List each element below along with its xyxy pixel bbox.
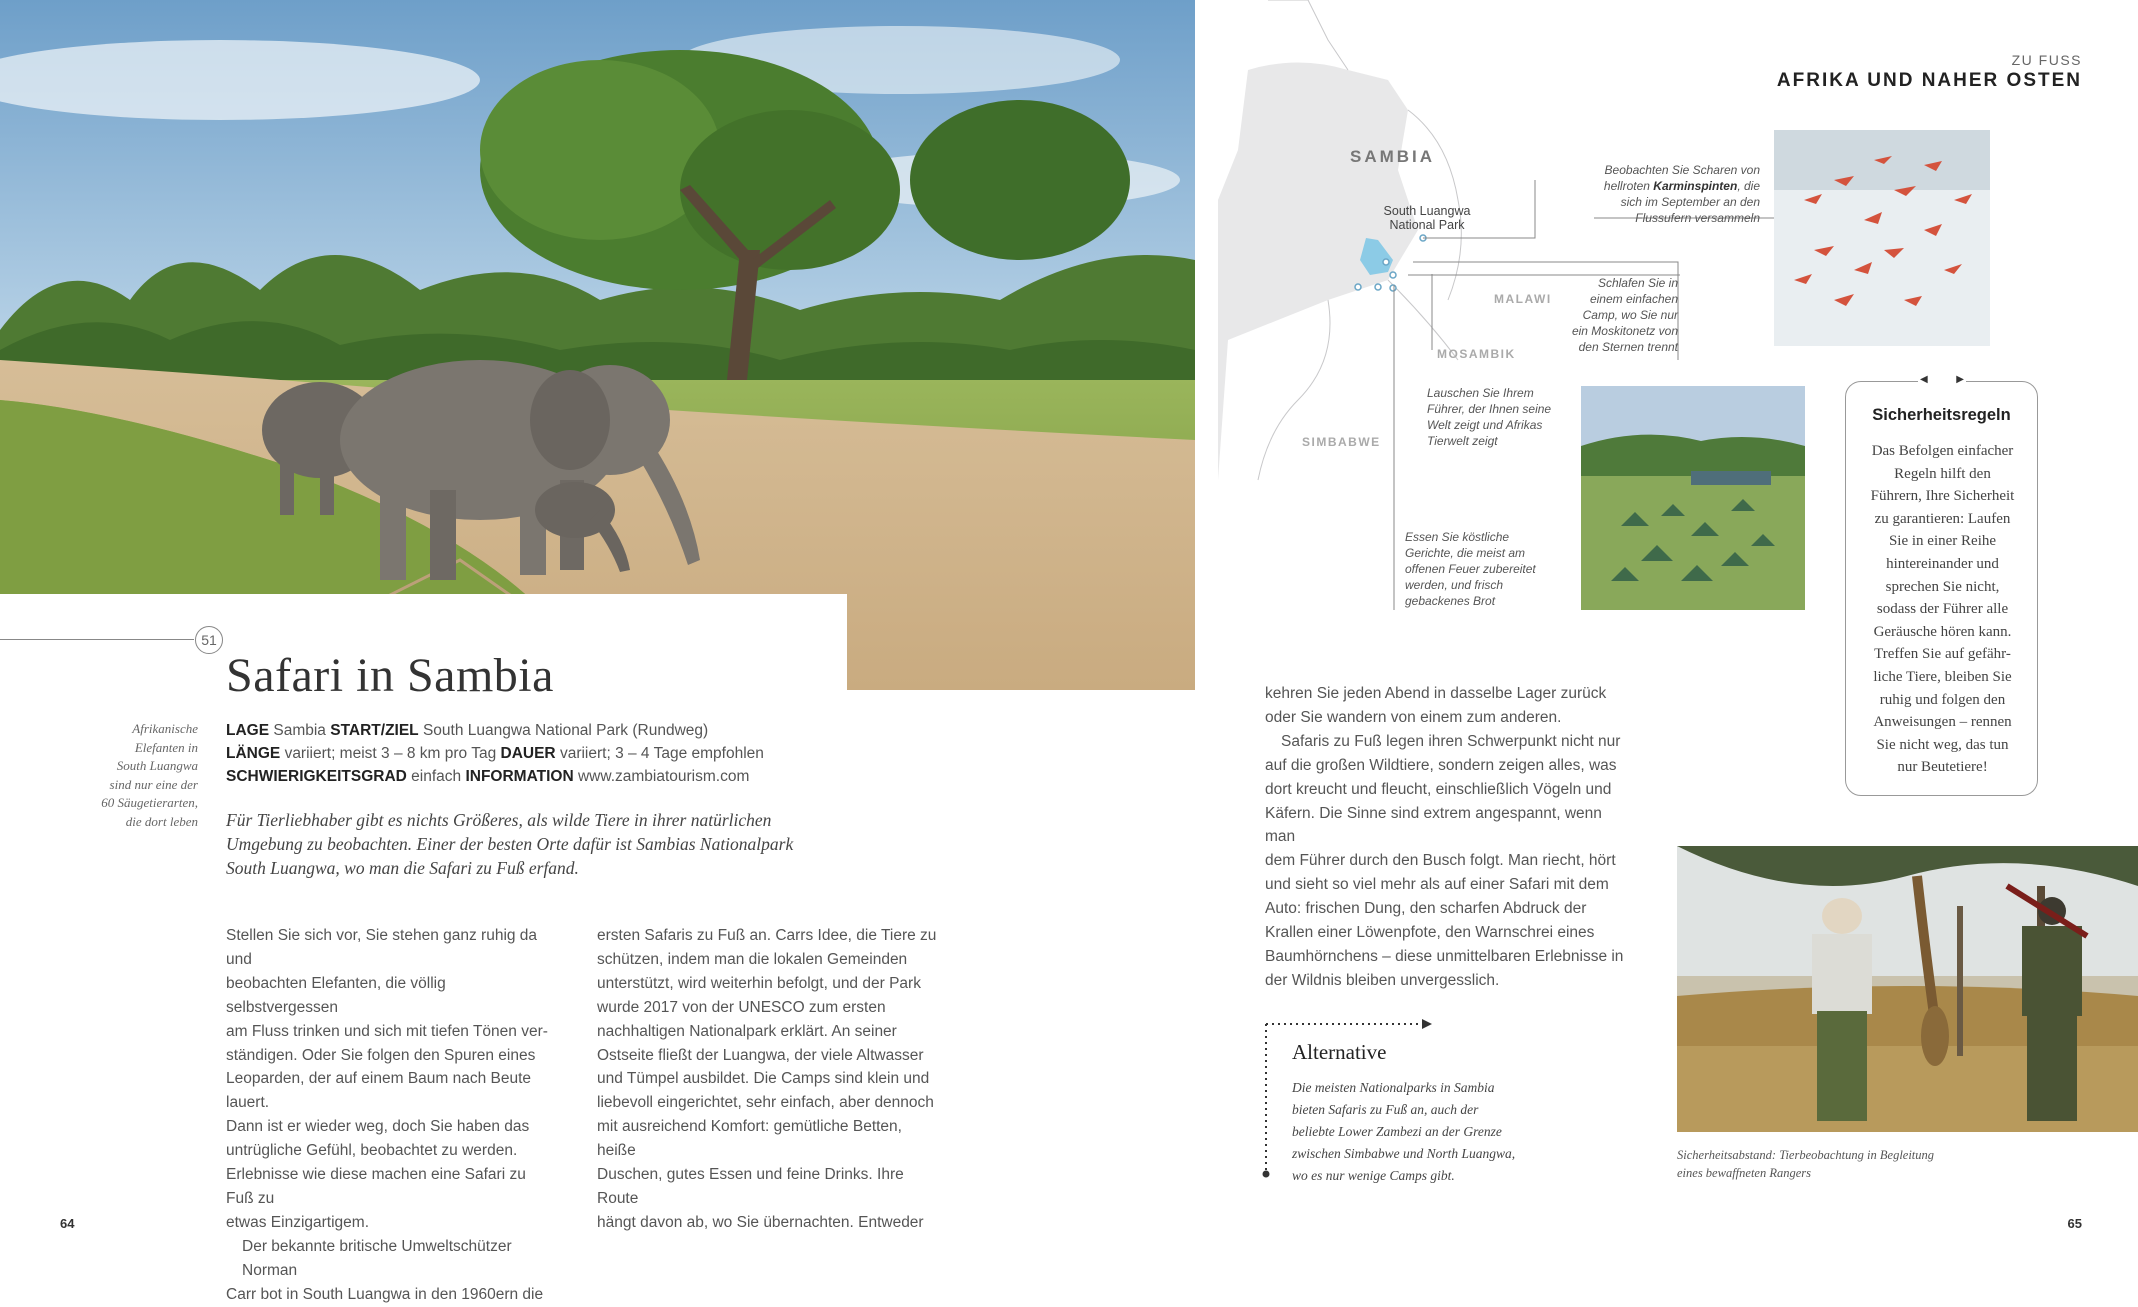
- annotation-line: werden, und frisch: [1405, 578, 1504, 592]
- body-line: Käfern. Die Sinne sind extrem angespannt, wenn man: [1265, 804, 1602, 846]
- annotation-line: Gerichte, die meist am: [1405, 546, 1526, 560]
- rangers-photo: [1677, 846, 2138, 1132]
- body-line: ersten Safaris zu Fuß an. Carrs Idee, die Tiere zu: [597, 927, 937, 944]
- body-line: schützen, indem man die lokalen Gemeinden: [597, 950, 908, 968]
- map-label-sambia: SAMBIA: [1350, 147, 1436, 166]
- body-line: liebevoll eingerichtet, sehr einfach, aber dennoch: [597, 1094, 934, 1112]
- map-label-park: [1381, 204, 1473, 232]
- camp-photo: [1581, 386, 1805, 610]
- caption-line: eines bewaffneten Rangers: [1677, 1166, 1811, 1180]
- safety-line: nur Beutetiere!: [1897, 759, 1988, 776]
- alternative-line: zwischen Simbabwe und North Luangwa,: [1292, 1146, 1516, 1161]
- body-line: Ostseite fließt der Luangwa, der viele Altwasser: [597, 1046, 924, 1064]
- safety-title: Sicherheitsregeln: [1872, 406, 2011, 424]
- photo-caption: [80, 720, 198, 831]
- map-label-malawi: MALAWI: [1494, 292, 1552, 306]
- info-label: DAUER: [500, 745, 556, 762]
- body-line: Leoparden, der auf einem Baum nach Beute lauert.: [226, 1070, 532, 1112]
- body-line: und Tümpel ausbildet. Die Camps sind klein und: [597, 1070, 930, 1088]
- annotation-line: Essen Sie köstliche: [1405, 530, 1510, 544]
- safety-line: hintereinander und: [1886, 555, 1999, 572]
- intro-text: [226, 808, 806, 880]
- alternative-line: bieten Safaris zu Fuß an, auch der: [1292, 1102, 1479, 1117]
- alternative-title: Alternative: [1292, 1040, 1387, 1064]
- annotation-line: den Sternen trennt: [1578, 340, 1678, 354]
- section-title: AFRIKA UND NAHER OSTEN: [1776, 70, 2082, 91]
- body-line: am Fluss trinken und sich mit tiefen Tönen ver-: [226, 1022, 548, 1040]
- body-line: wurde 2017 von der UNESCO zum ersten: [597, 998, 886, 1016]
- info-value: Sambia: [273, 722, 326, 739]
- annotation-line: Führer, der Ihnen seine: [1427, 402, 1552, 416]
- annotation-line: Camp, wo Sie nur: [1582, 308, 1678, 322]
- body-line: Erlebnisse wie diese machen eine Safari zu Fuß zu: [226, 1166, 526, 1207]
- info-label: SCHWIERIGKEITSGRAD: [226, 768, 407, 785]
- safety-line: Sie in einer Reihe: [1888, 533, 1997, 550]
- arrow-left-icon: ◀: [1920, 374, 1928, 385]
- annotation-guide: [1427, 385, 1567, 449]
- body-line: auf die großen Wildtiere, sondern zeigen alles, was: [1265, 756, 1617, 774]
- body-line: etwas Einzigartigem.: [226, 1213, 370, 1231]
- body-line: oder Sie wandern von einem zum anderen.: [1265, 708, 1562, 726]
- body-line: kehren Sie jeden Abend in dasselbe Lager zurück: [1265, 685, 1607, 702]
- elephants-photo: [0, 0, 1195, 690]
- info-value: South Luangwa National Park (Rundweg): [422, 722, 709, 739]
- body-line: Stellen Sie sich vor, Sie stehen ganz ruhig da und: [226, 927, 538, 968]
- rangers-caption: [1677, 1146, 1977, 1182]
- info-label: INFORMATION: [465, 768, 574, 785]
- body-line: Duschen, gutes Essen und feine Drinks. Ihre Route: [597, 1166, 904, 1207]
- info-value: variiert; meist 3 – 8 km pro Tag: [284, 745, 497, 762]
- safety-line: Sie nicht weg, das tun: [1876, 736, 2009, 753]
- body-column-1: [226, 924, 556, 1307]
- annotation-line: offenen Feuer zubereitet: [1405, 562, 1536, 576]
- annotation-line: sich im September an den: [1620, 195, 1760, 209]
- annotation-line: gebackenes Brot: [1405, 594, 1496, 608]
- annotation-camp: [1560, 275, 1678, 355]
- body-line: und sieht so viel mehr als auf einer Safari mit dem: [1265, 876, 1609, 894]
- body-line: Baumhörnchens – diese unmittelbaren Erlebnisse in: [1265, 947, 1624, 965]
- safety-rules-box: [1845, 374, 2038, 796]
- safety-line: sprechen Sie nicht,: [1885, 578, 2000, 595]
- alternative-line: beliebte Lower Zambezi an der Grenze: [1292, 1124, 1502, 1139]
- annotation-food: [1405, 529, 1555, 609]
- body-line: mit ausreichend Komfort: gemütliche Betten, heiße: [597, 1118, 902, 1160]
- info-label: START/ZIEL: [330, 722, 419, 739]
- caption-line: Sicherheitsabstand: Tierbeobachtung in Begleitung: [1677, 1148, 1935, 1162]
- body-line: dort kreucht und fleucht, einschließlich Vögeln und: [1265, 780, 1612, 798]
- alternative-line: wo es nur wenige Camps gibt.: [1292, 1168, 1455, 1183]
- body-line: untrügliche Gefühl, beobachtet zu werden.: [226, 1142, 518, 1160]
- intro-line: Umgebung zu beobachten. Einer der besten Orte dafür ist Sambias Nationalpark: [226, 834, 794, 854]
- alternative-text: [1292, 1077, 1562, 1187]
- body-line: dem Führer durch den Busch folgt. Man riecht, hört: [1265, 852, 1616, 870]
- annotation-line: Tierwelt zeigt: [1427, 434, 1498, 448]
- annotation-line: Flussufern versammeln: [1635, 211, 1760, 225]
- body-line: nachhaltigen Nationalpark erklärt. An seiner: [597, 1022, 897, 1040]
- safety-line: liche Tiere, bleiben Sie: [1873, 668, 2012, 685]
- body-line: der Wildnis bleiben unvergesslich.: [1265, 971, 1500, 989]
- body-line: Auto: frischen Dung, den scharfen Abdruck der: [1265, 900, 1587, 918]
- body-line: Der bekannte britische Umweltschützer Norman: [242, 1237, 512, 1279]
- caption-line: die dort leben: [125, 813, 198, 829]
- caption-line: South Luangwa: [116, 758, 198, 773]
- intro-line: Für Tierliebhaber gibt es nichts Größeres, als wilde Tiere in ihrer natürlichen: [226, 810, 772, 830]
- page-number-right: 65: [2067, 1216, 2082, 1231]
- bee-eaters-photo: [1774, 130, 1990, 346]
- annotation-line: ein Moskitonetz von: [1571, 324, 1678, 338]
- map-label-mosambik: MOSAMBIK: [1437, 347, 1516, 361]
- alternative-line: Die meisten Nationalparks in Sambia: [1292, 1080, 1495, 1095]
- annotation-line: einem einfachen: [1589, 292, 1678, 306]
- caption-line: 60 Säugetierarten,: [101, 795, 198, 810]
- safety-line: Das Befolgen einfacher: [1871, 443, 2014, 459]
- annotation-line: Lauschen Sie Ihrem: [1427, 386, 1534, 400]
- safety-line: Treffen Sie auf gefähr-: [1874, 646, 2011, 663]
- annotation-text: hellroten: [1603, 179, 1654, 193]
- body-line: Dann ist er wieder weg, doch Sie haben das: [226, 1118, 530, 1136]
- annotation-line: Welt zeigt und Afrikas: [1427, 418, 1543, 432]
- info-label: LAGE: [226, 722, 270, 739]
- walk-number: 51: [201, 632, 217, 648]
- safety-text: [1858, 440, 2027, 779]
- annotation-birds: [1590, 162, 1760, 226]
- body-line: Safaris zu Fuß legen ihren Schwerpunkt nicht nur: [1281, 732, 1621, 750]
- safety-line: zu garantieren: Laufen: [1874, 510, 2011, 527]
- safety-line: Regeln hilft den: [1894, 465, 1991, 482]
- arrow-right-icon: ▶: [1956, 374, 1964, 385]
- info-label: LÄNGE: [226, 745, 281, 762]
- annotation-line: Schlafen Sie in: [1597, 276, 1678, 290]
- section-tag: ZU FUSS: [2011, 52, 2082, 68]
- park-label-line: National Park: [1389, 218, 1465, 232]
- safety-line: ruhig und folgen den: [1879, 691, 2006, 708]
- safety-line: Geräusche hören kann.: [1873, 623, 2012, 640]
- info-value: einfach: [411, 768, 462, 785]
- body-column-3: [1265, 682, 1630, 993]
- info-link[interactable]: www.zambiatourism.com: [577, 768, 750, 785]
- safety-line: Anweisungen – rennen: [1873, 714, 2012, 731]
- info-line-location: [226, 722, 708, 740]
- safety-line: sodass der Führer alle: [1876, 601, 2009, 618]
- page-number-left: 64: [60, 1216, 75, 1231]
- box-arrows: [1918, 376, 1966, 388]
- annotation-bold: Karminspinten: [1653, 179, 1738, 193]
- caption-line: Elefanten in: [134, 739, 198, 755]
- body-column-2: [597, 924, 937, 1235]
- annotation-line: [1590, 178, 1760, 194]
- caption-line: sind nur eine der: [109, 776, 198, 792]
- body-line: ständigen. Oder Sie folgen den Spuren eines: [226, 1046, 536, 1064]
- body-line: unterstützt, wird weiterhin befolgt, und der Park: [597, 974, 921, 992]
- page-title: Safari in Sambia: [226, 649, 554, 702]
- map-label-simbabwe: SIMBABWE: [1302, 435, 1381, 449]
- body-line: Carr bot in South Luangwa in den 1960ern die: [226, 1285, 544, 1303]
- body-line: Krallen einer Löwenpfote, den Warnschrei eines: [1265, 924, 1595, 942]
- title-rule: [0, 639, 194, 640]
- annotation-line: Beobachten Sie Scharen von: [1604, 163, 1760, 177]
- info-value: variiert; 3 – 4 Tage empfohlen: [559, 745, 764, 762]
- safety-line: Führern, Ihre Sicherheit: [1870, 488, 2015, 505]
- body-line: hängt davon ab, wo Sie übernachten. Entweder: [597, 1213, 924, 1231]
- walk-number-badge: [195, 626, 223, 654]
- body-line: beobachten Elefanten, die völlig selbstvergessen: [226, 974, 446, 1016]
- caption-line: Afrikanische: [132, 721, 198, 736]
- info-line-difficulty: [226, 768, 749, 786]
- park-label-line: South Luangwa: [1383, 204, 1471, 218]
- intro-line: South Luangwa, wo man die Safari zu Fuß erfand.: [226, 858, 579, 878]
- annotation-text: , die: [1737, 179, 1760, 193]
- info-line-length: [226, 745, 764, 763]
